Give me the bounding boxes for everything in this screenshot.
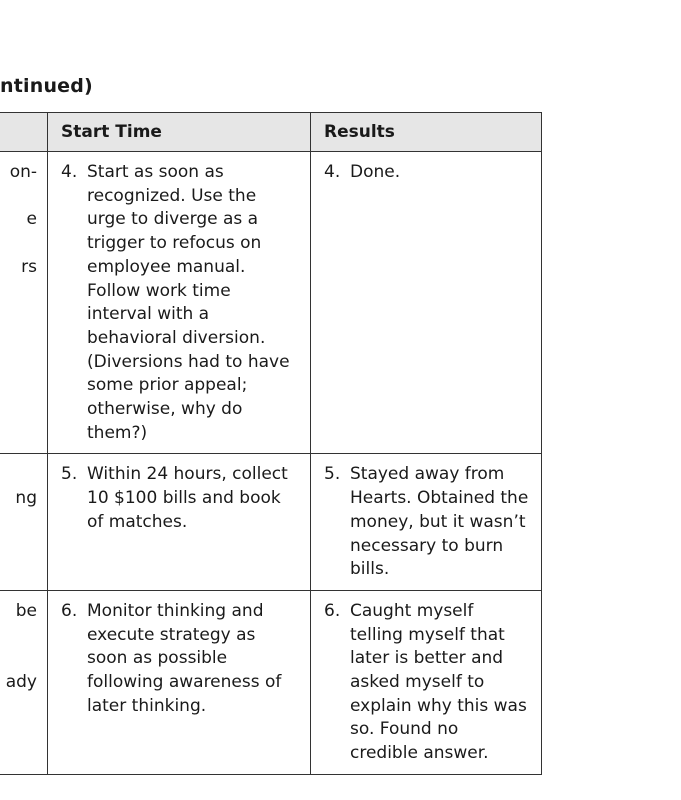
start-time-text: Within 24 hours, collect 10 $100 bills and book of matches. [87, 464, 288, 532]
table-header-row [0, 113, 542, 152]
cut-fragment: be [15, 600, 37, 621]
start-time-cell [48, 454, 311, 591]
cut-fragment: e [26, 209, 37, 230]
results-cell [311, 590, 542, 774]
cut-cell [0, 152, 48, 454]
table-row [0, 454, 542, 591]
header-start-time: Start Time [48, 113, 311, 152]
item-number: 4. [61, 162, 78, 182]
item-number: 5. [324, 464, 341, 485]
cut-fragment: rs [21, 256, 37, 277]
cut-fragment: ady [5, 672, 37, 693]
table-caption: ntinued) [0, 75, 93, 97]
start-time-text: Start as soon as recognized. Use the urge to diverge as a trigger to refocus on employee manual. Follow work time interval with a behavioral diversion. (Diversions had to have some prior appeal; otherwise, why do them?) [87, 162, 290, 443]
cut-fragment [0, 185, 37, 209]
results-cell [311, 152, 542, 454]
start-time-text: Monitor thinking and execute strategy as soon as possible following awareness of later thinking. [87, 600, 282, 716]
results-text: Stayed away from Hearts. Obtained the money, but it wasn’t necessary to burn bills. [350, 464, 529, 580]
start-time-cell [48, 152, 311, 454]
item-number: 6. [324, 600, 341, 621]
results-cell [311, 454, 542, 591]
cut-fragment: on- [9, 162, 37, 182]
cut-fragment [0, 624, 37, 648]
table-row [0, 590, 542, 774]
header-results: Results [311, 113, 542, 152]
cut-cell [0, 590, 48, 774]
item-number: 5. [61, 464, 78, 485]
cut-fragment [0, 232, 37, 256]
cut-fragment [0, 463, 37, 487]
item-number: 6. [61, 600, 78, 621]
cut-fragment [0, 647, 37, 671]
table-row [0, 152, 542, 454]
cut-cell [0, 454, 48, 591]
header-cell-cut [0, 113, 48, 152]
cut-fragment: ng [15, 488, 37, 509]
results-text: Done. [350, 162, 401, 182]
results-text: Caught myself telling myself that later is better and asked myself to explain why this was so. Found no credible answer. [350, 600, 527, 764]
worksheet-table [0, 112, 542, 775]
start-time-cell [48, 590, 311, 774]
item-number: 4. [324, 162, 341, 182]
